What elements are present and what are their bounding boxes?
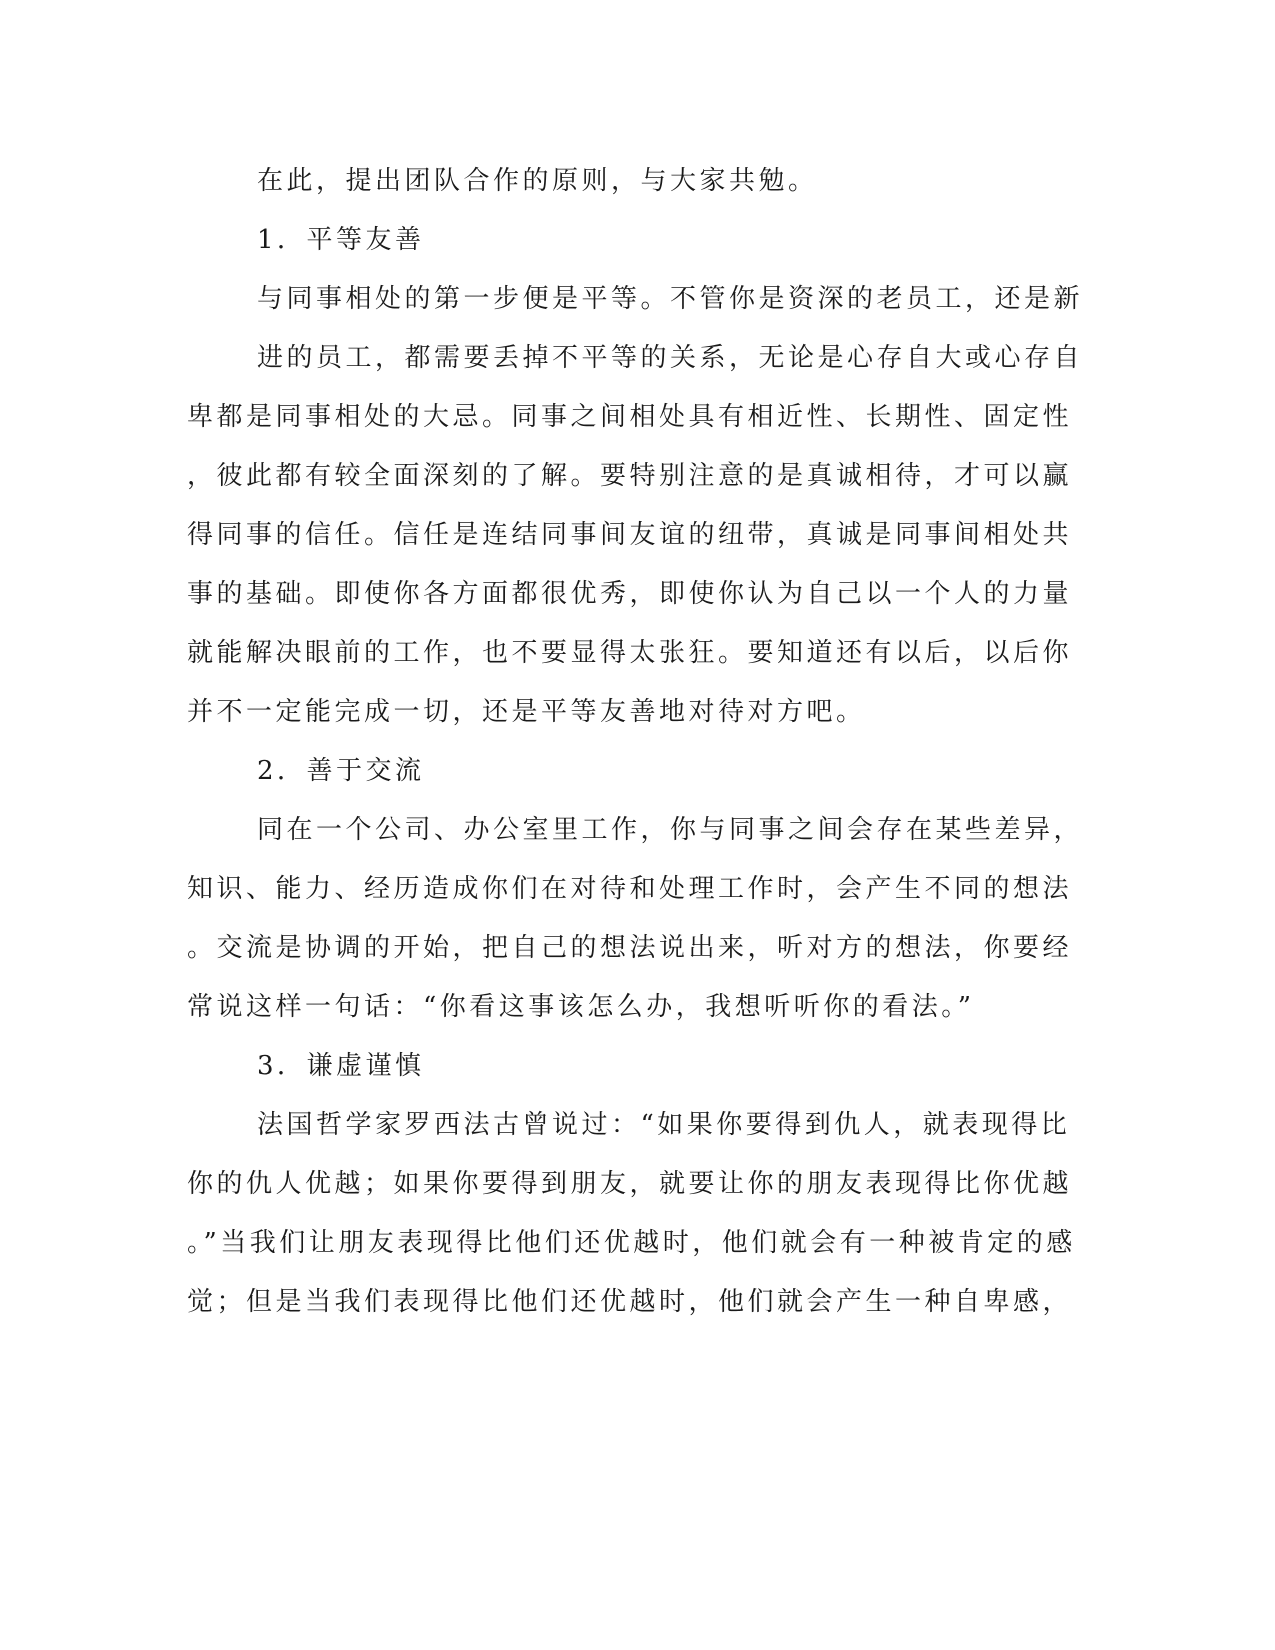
paragraph-line: 法国哲学家罗西法古曾说过：“如果你要得到仇人，就表现得比 [257, 1110, 1071, 1140]
paragraph-line: ，彼此都有较全面深刻的了解。要特别注意的是真诚相待，才可以赢 [187, 461, 1073, 491]
paragraph-line: 就能解决眼前的工作，也不要显得太张狂。要知道还有以后，以后你 [187, 638, 1073, 668]
heading-communication: 2．善于交流 [257, 756, 425, 786]
paragraph-line: 觉；但是当我们表现得比他们还优越时，他们就会产生一种自卑感， [187, 1287, 1073, 1317]
paragraph-line: 同在一个公司、办公室里工作，你与同事之间会存在某些差异， [257, 815, 1084, 845]
paragraph-line: 卑都是同事相处的大忌。同事之间相处具有相近性、长期性、固定性 [187, 402, 1073, 432]
heading-modesty: 3．谦虚谨慎 [257, 1051, 425, 1081]
paragraph-line: 你的仇人优越；如果你要得到朋友，就要让你的朋友表现得比你优越 [187, 1169, 1073, 1199]
paragraph-line: 进的员工，都需要丢掉不平等的关系，无论是心存自大或心存自 [257, 343, 1084, 373]
paragraph-line: 与同事相处的第一步便是平等。不管你是资深的老员工，还是新 [257, 284, 1084, 314]
paragraph-line: 知识、能力、经历造成你们在对待和处理工作时，会产生不同的想法 [187, 874, 1073, 904]
paragraph-line: 。交流是协调的开始，把自己的想法说出来，听对方的想法，你要经 [187, 933, 1073, 963]
paragraph-line: 得同事的信任。信任是连结同事间友谊的纽带，真诚是同事间相处共 [187, 520, 1073, 550]
paragraph-line: 。”当我们让朋友表现得比他们还优越时，他们就会有一种被肯定的感 [187, 1228, 1076, 1258]
heading-equality: 1．平等友善 [257, 225, 425, 255]
paragraph-line: 常说这样一句话：“你看这事该怎么办，我想听听你的看法。” [187, 992, 975, 1022]
intro-line: 在此，提出团队合作的原则，与大家共勉。 [257, 166, 818, 196]
paragraph-line: 并不一定能完成一切，还是平等友善地对待对方吧。 [187, 697, 866, 727]
paragraph-line: 事的基础。即使你各方面都很优秀，即使你认为自己以一个人的力量 [187, 579, 1073, 609]
